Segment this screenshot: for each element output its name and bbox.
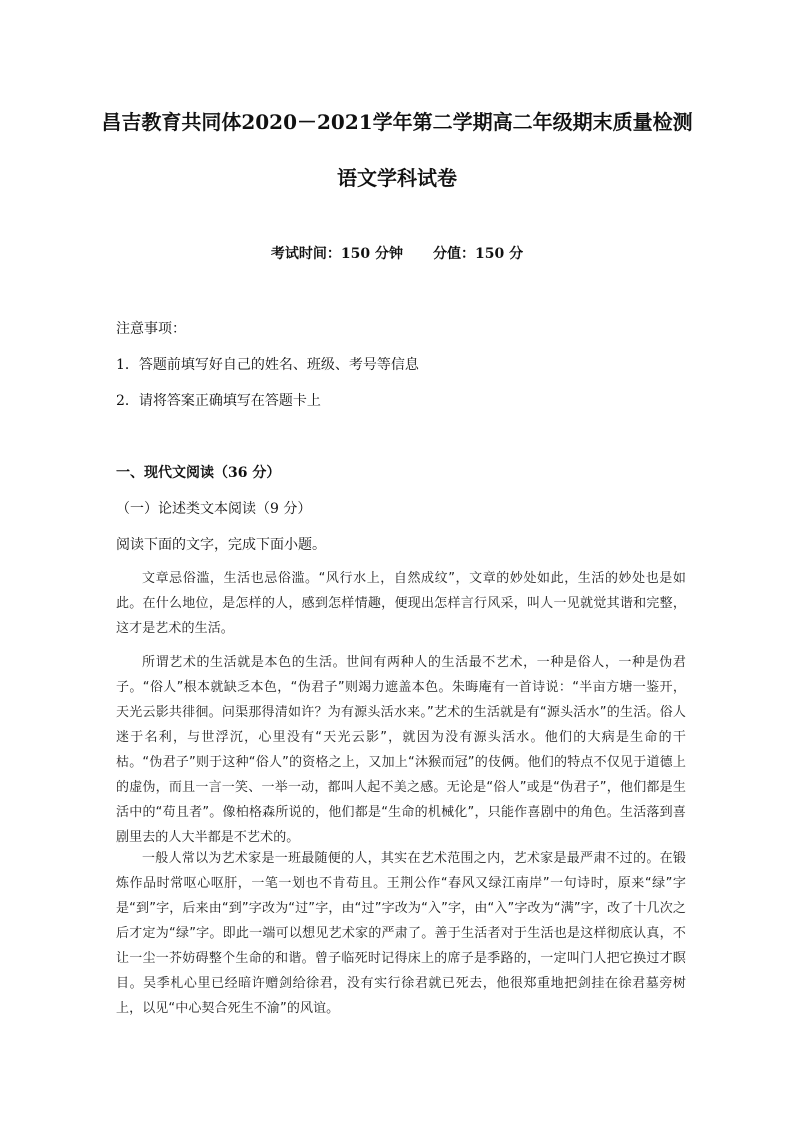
note-item: 1．答题前填写好自己的姓名、班级、考号等信息	[116, 357, 419, 373]
exam-time: 考试时间：150 分钟	[270, 246, 403, 262]
exam-meta	[0, 243, 794, 263]
reading-passage	[116, 846, 686, 1021]
passage-paragraph: 所谓艺术的生活就是本色的生活。世间有两种人的生活最不艺术，一种是俗人，一种是伪君子。“俗人”根本就缺乏本色，“伪君子”则竭力遮盖本色。朱晦庵有一首诗说：“半亩方塘一鉴开，天光云影共徘徊。问渠那得清如许？为有源头活水来。”艺术的生活就是有“源头活水”的生活。俗人迷于名利，与世浮沉，心里没有“天光云影”，就因为没有源头活水。他们的大病是生命的干枯。“伪君子”则于这种“俗人”的资格之上，又加上“沐猴而冠”的伎俩。他们的特点不仅见于道德上的虚伪，而且一言一笑、一举一动，都叫人起不美之感。无论是“俗人”或是“伪君子”，他们都是生活中的“苟且者”。像柏格森所说的，他们都是“生命的机械化”，只能作喜剧中的角色。生活落到喜剧里去的人大半都是不艺术的。	[116, 655, 686, 845]
passage-paragraph: 文章忌俗滥，生活也忌俗滥。“风行水上，自然成纹”，文章的妙处如此，生活的妙处也是如此。在什么地位，是怎样的人，感到怎样情趣，便现出怎样言行风采，叫人一见就觉其谐和完整，这才是艺术的生活。	[116, 571, 686, 636]
reading-instruction: 阅读下面的文字，完成下面小题。	[116, 537, 326, 553]
exam-score: 分值：150 分	[433, 246, 524, 262]
section-title: 一、现代文阅读（36 分）	[116, 465, 281, 481]
subject-title: 语文学科试卷	[337, 166, 457, 190]
subsection-title: （一）论述类文本阅读（9 分）	[116, 501, 312, 517]
reading-passage	[116, 650, 686, 850]
exam-title: 昌吉教育共同体2020－2021学年第二学期高二年级期末质量检测	[101, 110, 693, 134]
passage-paragraph: 一般人常以为艺术家是一班最随便的人，其实在艺术范围之内，艺术家是最严肃不过的。在锻炼作品时常呕心呕肝，一笔一划也不肯苟且。王荆公作“春风又绿江南岸”一句诗时，原来“绿”字是“到”字，后来由“到”字改为“过”字，由“过”字改为“入”字，由“入”字改为“满”字，改了十几次之后才定为“绿”字。即此一端可以想见艺术家的严肃了。善于生活者对于生活也是这样彻底认真，不让一尘一芥妨碍整个生命的和谐。曾子临死时记得床上的席子是季路的，一定叫门人把它换过才瞑目。吴季札心里已经暗许赠剑给徐君，没有实行徐君就已死去，他很郑重地把剑挂在徐君墓旁树上，以见“中心契合死生不渝”的风谊。	[116, 851, 686, 1016]
note-item: 2．请将答案正确填写在答题卡上	[116, 393, 321, 409]
notes-heading: 注意事项：	[116, 321, 186, 337]
reading-passage	[116, 566, 686, 641]
